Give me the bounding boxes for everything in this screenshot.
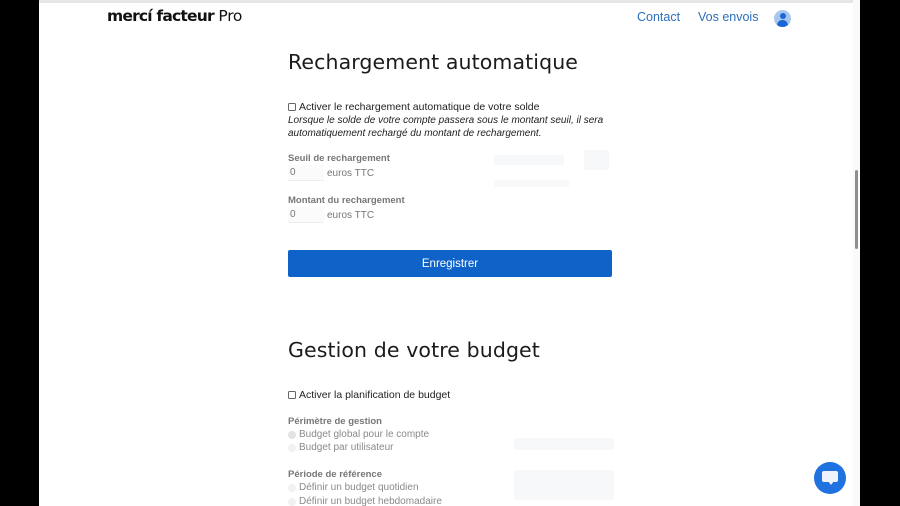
period-option-daily[interactable] (288, 482, 419, 493)
recharge-checkbox-label: Activer le rechargement automatique de votre solde (299, 101, 540, 113)
save-button[interactable]: Enregistrer (288, 250, 612, 277)
period-option-label: Définir un budget hebdomadaire (299, 496, 442, 506)
budget-toggle[interactable] (288, 389, 450, 401)
budget-checkbox-label: Activer la planification de budget (299, 389, 451, 401)
amount-label: Montant du rechargement (288, 195, 405, 206)
logo-main: mercí facteur (107, 7, 214, 25)
scope-label: Périmètre de gestion (288, 416, 382, 427)
ghost-block (514, 470, 614, 500)
period-option-weekly[interactable] (288, 496, 442, 506)
chat-button[interactable] (814, 462, 846, 494)
avatar-head (780, 13, 786, 19)
threshold-field (288, 165, 374, 181)
ghost-block (494, 180, 569, 187)
recharge-checkbox[interactable] (288, 103, 296, 111)
threshold-unit: euros TTC (327, 167, 375, 179)
amount-unit: euros TTC (327, 209, 375, 221)
logo[interactable] (107, 7, 242, 25)
scope-option-label: Budget par utilisateur (299, 442, 394, 453)
chat-bubble-tail (828, 481, 834, 485)
section-title-recharge: Rechargement automatique (288, 50, 579, 74)
radio-button[interactable] (288, 498, 296, 506)
recharge-toggle[interactable] (288, 101, 539, 113)
threshold-label: Seuil de rechargement (288, 153, 390, 164)
period-label: Période de référence (288, 469, 382, 480)
threshold-input[interactable] (288, 165, 324, 181)
radio-button[interactable] (288, 484, 296, 492)
header (39, 3, 860, 33)
radio-button[interactable] (288, 431, 296, 439)
section-title-budget: Gestion de votre budget (288, 338, 540, 362)
page (39, 0, 860, 506)
radio-button[interactable] (288, 444, 296, 452)
user-avatar-icon[interactable] (774, 10, 791, 27)
recharge-help-text: Lorsque le solde de votre compte passera sous le montant seuil, il sera automatiquement rechargé du montant de rechargement. (288, 115, 604, 139)
scope-option-user[interactable] (288, 442, 394, 453)
ghost-block (514, 438, 614, 450)
amount-input[interactable] (288, 207, 324, 223)
scrollbar-thumb[interactable] (855, 170, 858, 249)
ghost-block (494, 155, 564, 165)
scope-option-label: Budget global pour le compte (299, 429, 430, 440)
period-option-label: Définir un budget quotidien (299, 482, 419, 493)
logo-suffix: Pro (213, 7, 243, 25)
budget-checkbox[interactable] (288, 391, 296, 399)
nav-contact[interactable]: Contact (637, 10, 681, 24)
scope-option-global[interactable] (288, 429, 429, 440)
nav-vos-envois[interactable]: Vos envois (698, 10, 759, 24)
avatar-body (777, 20, 788, 27)
scrollbar-track[interactable] (853, 0, 860, 506)
amount-field (288, 207, 374, 223)
ghost-block (584, 150, 609, 170)
